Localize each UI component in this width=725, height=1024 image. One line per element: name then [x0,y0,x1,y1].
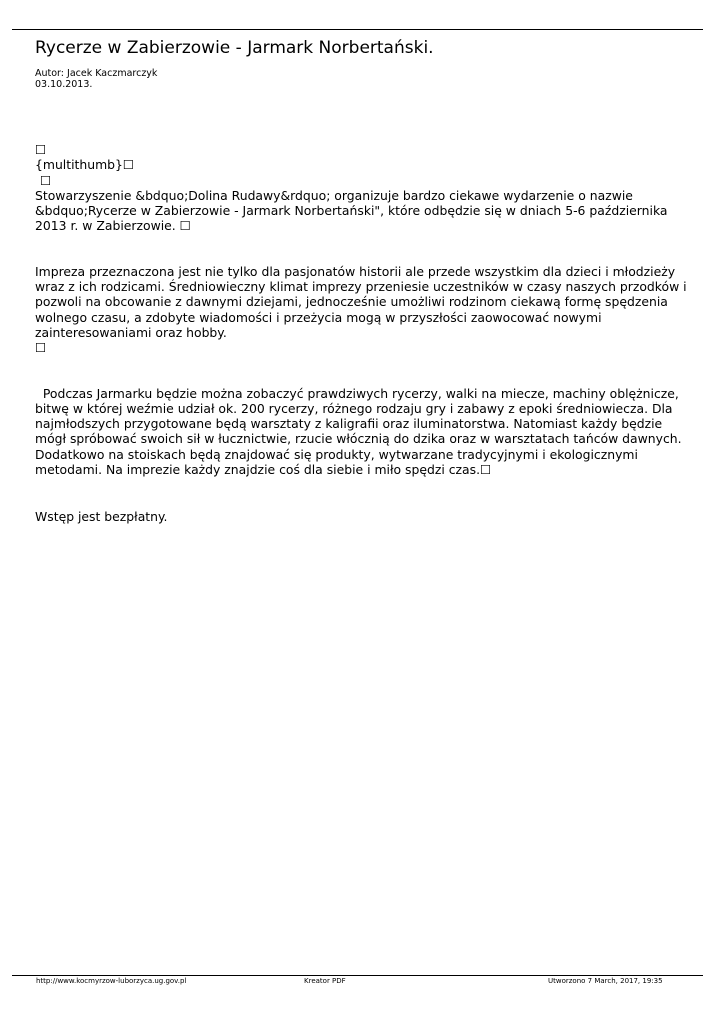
placeholder-box-3: ☐ [35,340,47,356]
paragraph-line: bitwę w której weźmie udział ok. 200 rycerzy, różnego rodzaju gry i zabawy z epoki średniowiecza. Dla [35,400,673,416]
footer-created: Utworzono 7 March, 2017, 19:35 [548,977,663,985]
header-rule [12,29,703,30]
page-title: Rycerze w Zabierzowie - Jarmark Norbertański. [35,38,434,58]
paragraph-line: wraz z ich rodzicami. Średniowieczny klimat imprezy przeniesie uczestników w czasy naszych przodków i [35,279,687,295]
multithumb-line: {multithumb}☐ [35,157,135,173]
placeholder-box: ☐ [35,142,47,157]
paragraph-line: 2013 r. w Zabierzowie. ☐ [35,218,191,234]
paragraph-line: Impreza przeznaczona jest nie tylko dla pasjonatów historii ale przede wszystkim dla dzieci i młodzieży [35,263,676,279]
author-line: Autor: Jacek Kaczmarczyk [35,68,158,79]
paragraph-line: pozwoli na obcowanie z dawnymi dziejami, jednocześnie umożliwi rodzinom ciekawą formę spędzenia [35,294,668,310]
paragraph-line: zainteresowaniami oraz hobby. [35,324,227,340]
paragraph-line: Podczas Jarmarku będzie można zobaczyć prawdziwych rycerzy, walki na miecze, machiny oblężnicze, [35,385,679,401]
paragraph-4: Wstęp jest bezpłatny. [35,509,168,525]
article-body [35,142,695,525]
paragraph-line: Dodatkowo na stoiskach będą znajdować się produkty, wytwarzane tradycyjnymi i ekologicznymi [35,446,638,462]
paragraph-1 [35,188,695,234]
footer-rule [12,975,703,976]
article-meta [35,68,157,90]
publish-date: 03.10.2013. [35,79,93,90]
placeholder-box-2: ☐ [40,172,52,188]
footer-generator: Kreator PDF [304,977,346,985]
paragraph-line: wolnego czasu, a zdobyte wiadomości i przeżycia mogą w przyszłości zaowocować nowymi [35,309,602,325]
paragraph-line: metodami. Na imprezie każdy znajdzie coś dla siebie i miło spędzi czas.☐ [35,462,492,478]
paragraph-line: &bdquo;Rycerze w Zabierzowie - Jarmark Norbertański", które odbędzie się w dniach 5-6 października [35,203,668,219]
paragraph-3 [35,386,695,478]
paragraph-line: mógł spróbować swoich sił w łucznictwie, rzucie włócznią do dzika oraz w warsztatach tańców dawnych. [35,431,682,447]
paragraph-2 [35,264,695,356]
footer-url: http://www.kocmyrzow-luborzyca.ug.gov.pl [36,977,187,985]
paragraph-line: Stowarzyszenie &bdquo;Dolina Rudawy&rdquo; organizuje bardzo ciekawe wydarzenie o nazwie [35,187,633,203]
paragraph-line: najmłodszych przygotowane będą warsztaty z kaligrafii oraz iluminatorstwa. Natomiast każdy będzie [35,416,663,432]
